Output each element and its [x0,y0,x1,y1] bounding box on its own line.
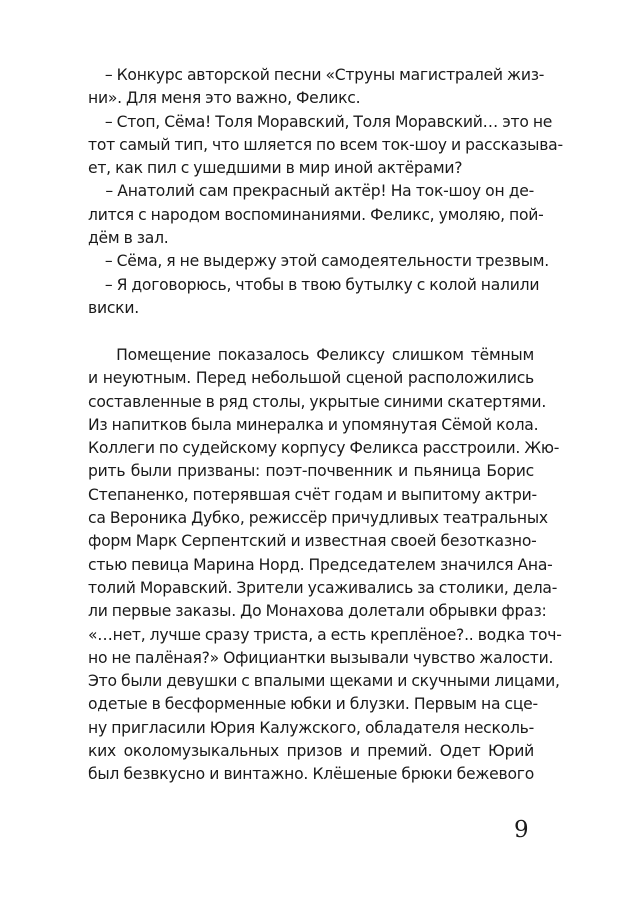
dialogue-line: ет, как пил с ушедшими в мир иной актёрами? [88,159,463,178]
narrative-line: Коллеги по судейскому корпусу Феликса расстроили. Жю- [88,439,560,458]
narrative-line: «…нет, лучше сразу триста, а есть креплёное?.. водка точ- [88,625,562,644]
dialogue-line: – Сёма, я не выдержу этой самодеятельности трезвым. [88,252,550,271]
dialogue-line: виски. [88,298,139,317]
narrative-line: толий Моравский. Зрители усаживались за столики, дела- [88,578,558,597]
narrative-line: ну пригласили Юрия Калужского, обладателя несколь- [88,718,534,737]
narrative-line: Помещение показалось Феликсу слишком тёмным [88,346,534,364]
narrative-line: и неуютным. Перед небольшой сценой расположились [88,369,534,388]
narrative-line: стью певица Марина Норд. Председателем значился Ана- [88,555,553,574]
dialogue-line: ни». Для меня это важно, Феликс. [88,89,361,108]
dialogue-line: – Я договорюсь, чтобы в твою бутылку с колой налили [88,275,540,294]
narrative-line: был безвкусно и винтажно. Клёшеные брюки бежевого [88,765,534,784]
narrative-line: ли первые заказы. До Монахова долетали обрывки фраз: [88,602,547,621]
narrative-line: одетые в бесформенные юбки и блузки. Первым на сце- [88,695,538,714]
narrative-line: Из напитков была минералка и упомянутая Сёмой кола. [88,415,539,434]
dialogue-line: – Стоп, Сёма! Толя Моравский, Толя Моравский… это не [88,112,553,131]
narrative-line: форм Марк Серпентский и известная своей безотказно- [88,532,537,551]
narrative-line: рить были призваны: поэт-почвенник и пьяница Борис [88,462,534,481]
narrative-line: са Вероника Дубко, режиссёр причудливых театральных [88,509,548,528]
dialogue-section [88,64,563,320]
narrative-line: но не палёная?» Официантки вызывали чувство жалости. [88,648,554,667]
dialogue-line: тот самый тип, что шляется по всем ток-шоу и рассказыва- [88,135,563,154]
narrative-line: составленные в ряд столы, укрытые синими скатертями. [88,392,547,411]
narrative-paragraph [88,344,562,787]
narrative-line: ких околомузыкальных призов и премий. Одет Юрий [88,742,534,761]
dialogue-line: – Конкурс авторской песни «Струны магистралей жиз- [88,66,545,84]
narrative-line: Это были девушки с впалыми щеками и скучными лицами, [88,672,560,691]
dialogue-line: дём в зал. [88,229,169,248]
page-number: 9 [514,817,529,843]
dialogue-line: лится с народом воспоминаниями. Феликс, умоляю, пой- [88,205,544,224]
narrative-line: Степаненко, потерявшая счёт годам и выпитому актри- [88,485,537,504]
dialogue-line: – Анатолий сам прекрасный актёр! На ток-шоу он де- [88,182,534,201]
